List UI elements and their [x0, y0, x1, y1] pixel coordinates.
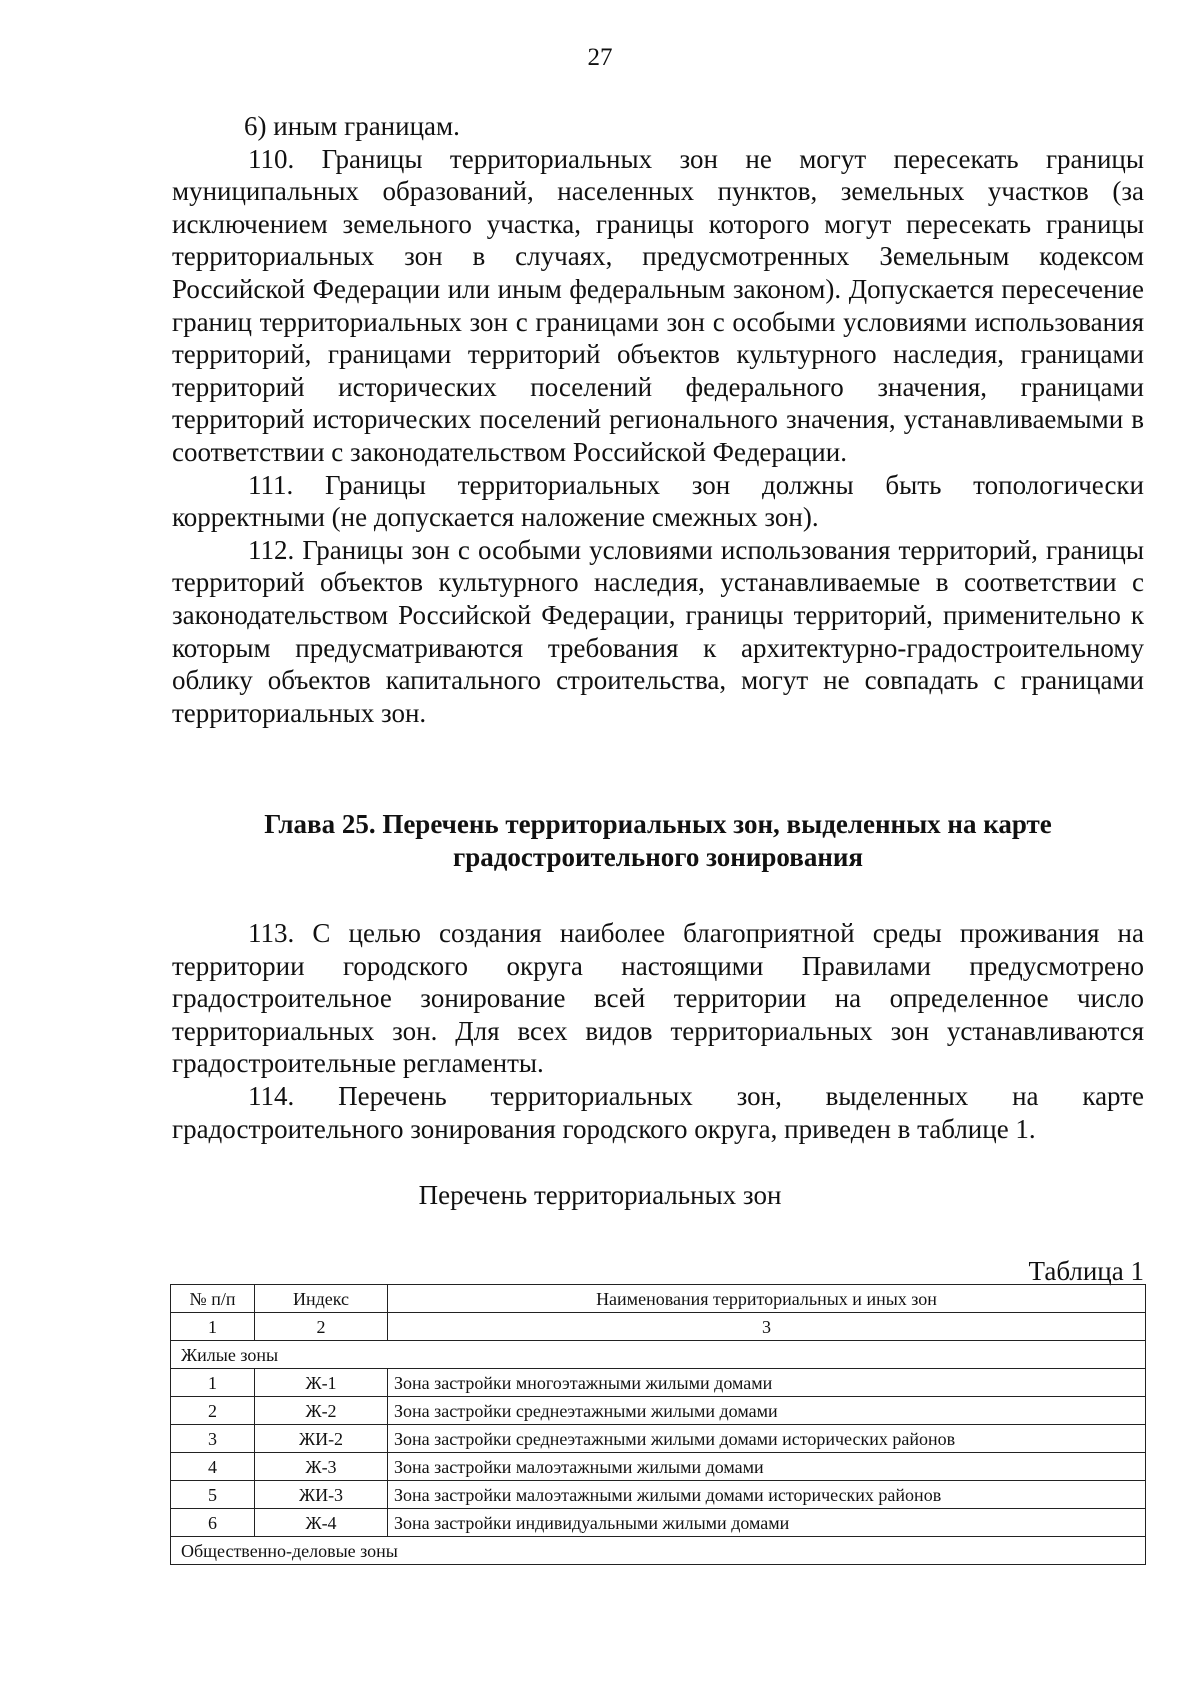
group-residential: Жилые зоны [171, 1341, 1146, 1369]
table-numbering-row [171, 1313, 1146, 1341]
row-zone-name: Зона застройки многоэтажными жилыми домами [388, 1369, 1146, 1397]
numbering-cell: 3 [388, 1313, 1146, 1341]
table-row [171, 1481, 1146, 1509]
header-name: Наименования территориальных и иных зон [388, 1285, 1146, 1313]
page-number: 27 [587, 44, 613, 71]
table-group-row [171, 1537, 1146, 1565]
paragraph-111: 111. Границы территориальных зон должны быть топологически корректными (не допускается наложение смежных зон). [172, 469, 1144, 533]
row-zone-name: Зона застройки индивидуальными жилыми домами [388, 1509, 1146, 1537]
paragraph-item-6: 6) иным границам. [244, 111, 460, 141]
chapter-title-line-1: Глава 25. Перечень территориальных зон, выделенных на карте [264, 809, 1052, 839]
row-zone-name: Зона застройки малоэтажными жилыми домами [388, 1453, 1146, 1481]
table-heading: Перечень территориальных зон [418, 1180, 782, 1210]
row-number: 5 [171, 1481, 255, 1509]
row-number: 6 [171, 1509, 255, 1537]
chapter-body-text [172, 917, 1144, 1145]
paragraph-113: 113. С целью создания наиболее благоприятной среды проживания на территории городского округа настоящими Правилами предусмотрено градостроительное зонирование всей территории на определенное число территориальных зон. Для всех видов территориальных зон устанавливаются градостроительные регламенты. [172, 918, 1144, 1079]
numbering-cell: 2 [255, 1313, 388, 1341]
row-zone-name: Зона застройки среднеэтажными жилыми домами [388, 1397, 1146, 1425]
row-index: Ж-2 [255, 1397, 388, 1425]
row-index: Ж-4 [255, 1509, 388, 1537]
table-header-row [171, 1285, 1146, 1313]
row-index: ЖИ-2 [255, 1425, 388, 1453]
table-row [171, 1453, 1146, 1481]
row-number: 1 [171, 1369, 255, 1397]
table-row [171, 1397, 1146, 1425]
header-number: № п/п [171, 1285, 255, 1313]
numbering-cell: 1 [171, 1313, 255, 1341]
table-row [171, 1509, 1146, 1537]
row-number: 2 [171, 1397, 255, 1425]
table-caption: Таблица 1 [1028, 1256, 1144, 1286]
chapter-title-line-2: градостроительного зонирования [452, 842, 864, 872]
row-index: Ж-3 [255, 1453, 388, 1481]
row-index: Ж-1 [255, 1369, 388, 1397]
paragraph-114: 114. Перечень территориальных зон, выделенных на карте градостроительного зонирования городского округа, приведен в таблице 1. [172, 1080, 1144, 1144]
row-zone-name: Зона застройки малоэтажными жилыми домами исторических районов [388, 1481, 1146, 1509]
zones-table [170, 1284, 1146, 1565]
row-zone-name: Зона застройки среднеэтажными жилыми домами исторических районов [388, 1425, 1146, 1453]
paragraph-112: 112. Границы зон с особыми условиями использования территорий, границы территорий объектов культурного наследия, устанавливаемые в соответствии с законодательством Российской Федерации, границы территорий, применительно к которым предусматриваются требования к архитектурно-градостроительному облику объектов капитального строительства, могут не совпадать с границами территориальных зон. [172, 534, 1144, 728]
paragraph-110: 110. Границы территориальных зон не могут пересекать границы муниципальных образований, населенных пунктов, земельных участков (за исключением земельного участка, границы которого могут пересекать границы территориальных зон в случаях, предусмотренных Земельным кодексом Российской Федерации или иным федеральным законом). Допускается пересечение границ территориальных зон с границами зон с особыми условиями использования территорий, границами территорий объектов культурного наследия, границами территорий исторических поселений федерального значения, границами территорий исторических поселений регионального значения, устанавливаемыми в соответствии с законодательством Российской Федерации. [172, 143, 1144, 467]
row-number: 3 [171, 1425, 255, 1453]
row-index: ЖИ-3 [255, 1481, 388, 1509]
row-number: 4 [171, 1453, 255, 1481]
table-row [171, 1369, 1146, 1397]
header-index: Индекс [255, 1285, 388, 1313]
group-public-business: Общественно-деловые зоны [171, 1537, 1146, 1565]
body-text-section [172, 110, 1144, 729]
table-group-row [171, 1341, 1146, 1369]
table-row [171, 1425, 1146, 1453]
chapter-title [172, 808, 1144, 874]
